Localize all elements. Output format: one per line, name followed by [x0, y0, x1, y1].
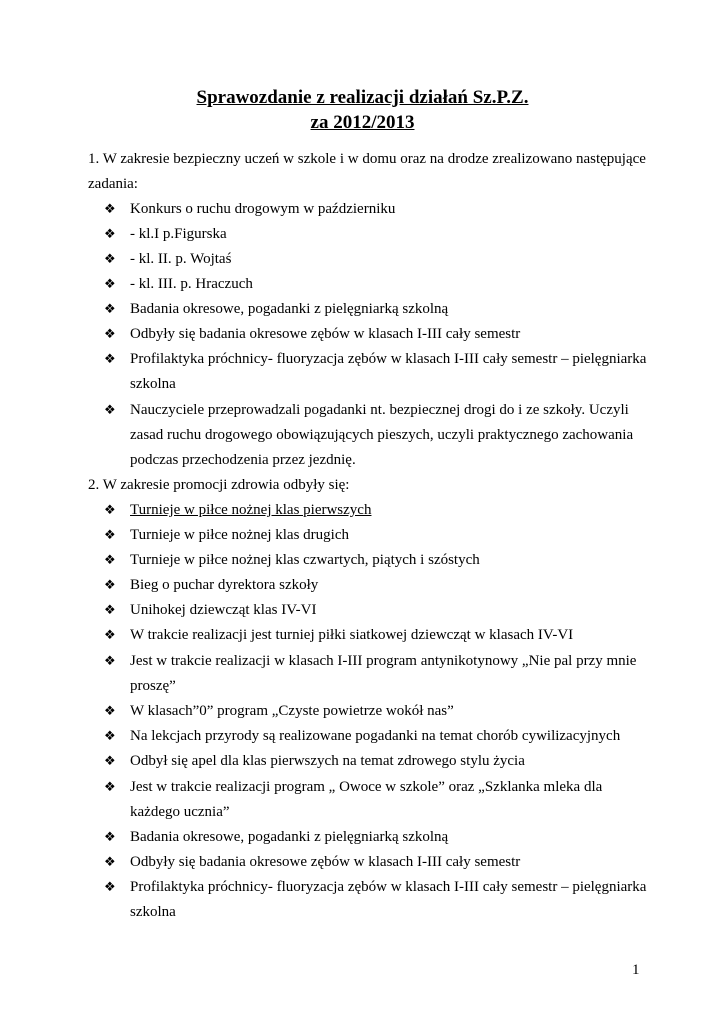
list-item: [104, 247, 664, 272]
list-item-text: Badania okresowe, pogadanki z pielęgniarką szkolną: [130, 301, 449, 317]
diamond-bullet-icon: ❖: [104, 277, 116, 292]
list-item: [104, 649, 664, 674]
diamond-bullet-icon: ❖: [104, 704, 116, 719]
list-item-continuation: [104, 674, 664, 699]
list-item-continuation: [104, 900, 664, 925]
diamond-bullet-icon: ❖: [104, 553, 116, 568]
list-item: [104, 825, 664, 850]
diamond-bullet-icon: ❖: [104, 327, 116, 342]
diamond-bullet-icon: ❖: [104, 202, 116, 217]
list-item: [104, 623, 664, 648]
list-item-text: szkolna: [130, 904, 176, 920]
section1-heading-cont: zadania:: [88, 176, 138, 192]
list-item-continuation: [104, 372, 664, 397]
list-item-text: każdego ucznia”: [130, 804, 230, 820]
list-item: [104, 498, 664, 523]
list-item-text: Konkurs o ruchu drogowym w październiku: [130, 201, 396, 217]
list-item: [104, 875, 664, 900]
diamond-bullet-icon: ❖: [104, 528, 116, 543]
list-item-text: - kl.I p.Figurska: [130, 226, 227, 242]
diamond-bullet-icon: ❖: [104, 780, 116, 795]
list-item-text: Turnieje w piłce nożnej klas czwartych, piątych i szóstych: [130, 552, 480, 568]
list-item-text: Odbyły się badania okresowe zębów w klasach I-III cały semestr: [130, 854, 521, 870]
diamond-bullet-icon: ❖: [104, 603, 116, 618]
list-item: [104, 573, 664, 598]
section1-heading: 1. W zakresie bezpieczny uczeń w szkole i w domu oraz na drodze zrealizowano następujące: [88, 151, 646, 167]
list-item-text: proszę”: [130, 678, 176, 694]
list-item-continuation: [104, 423, 664, 448]
list-item-text: - kl. III. p. Hraczuch: [130, 276, 253, 292]
list-item-text: - kl. II. p. Wojtaś: [130, 251, 232, 267]
diamond-bullet-icon: ❖: [104, 754, 116, 769]
list-item: [104, 749, 664, 774]
list-item: [104, 322, 664, 347]
list-item-text: Unihokej dziewcząt klas IV-VI: [130, 602, 317, 618]
list-item-text: Nauczyciele przeprowadzali pogadanki nt. bezpiecznej drogi do i ze szkoły. Uczyli: [130, 402, 629, 418]
list-item-text: szkolna: [130, 376, 176, 392]
list-item: [104, 699, 664, 724]
list-item-text: Profilaktyka próchnicy- fluoryzacja zębów w klasach I-III cały semestr – pielęgniarka: [130, 351, 647, 367]
diamond-bullet-icon: ❖: [104, 855, 116, 870]
list-item: [104, 850, 664, 875]
list-item-text: W trakcie realizacji jest turniej piłki siatkowej dziewcząt w klasach IV-VI: [130, 627, 574, 643]
list-item-text: Na lekcjach przyrody są realizowane pogadanki na temat chorób cywilizacyjnych: [130, 728, 621, 744]
list-item-text: Odbyły się badania okresowe zębów w klasach I-III cały semestr: [130, 326, 521, 342]
list-item-text: Bieg o puchar dyrektora szkoły: [130, 577, 319, 593]
list-item: [104, 347, 664, 372]
list-item: [104, 523, 664, 548]
diamond-bullet-icon: ❖: [104, 628, 116, 643]
diamond-bullet-icon: ❖: [104, 830, 116, 845]
diamond-bullet-icon: ❖: [104, 252, 116, 267]
diamond-bullet-icon: ❖: [104, 654, 116, 669]
diamond-bullet-icon: ❖: [104, 578, 116, 593]
list-item-continuation: [104, 448, 664, 473]
list-item-text: Badania okresowe, pogadanki z pielęgniarką szkolną: [130, 829, 449, 845]
section2-heading: 2. W zakresie promocji zdrowia odbyły się:: [88, 477, 350, 493]
diamond-bullet-icon: ❖: [104, 352, 116, 367]
diamond-bullet-icon: ❖: [104, 729, 116, 744]
list-item: [104, 272, 664, 297]
list-item-text: W klasach”0” program „Czyste powietrze wokół nas”: [130, 703, 454, 719]
list-item-continuation: [104, 800, 664, 825]
list-item: [104, 598, 664, 623]
list-item-text: Profilaktyka próchnicy- fluoryzacja zębów w klasach I-III cały semestr – pielęgniarka: [130, 879, 647, 895]
list-item-text: Jest w trakcie realizacji w klasach I-III program antynikotynowy „Nie pal przy mnie: [130, 653, 637, 669]
diamond-bullet-icon: ❖: [104, 503, 116, 518]
list-item-text: podczas przechodzenia przez jezdnię.: [130, 452, 356, 468]
list-item-text: zasad ruchu drogowego obowiązujących pieszych, uczyli praktycznego zachowania: [130, 427, 634, 443]
list-item-text: Jest w trakcie realizacji program „ Owoce w szkole” oraz „Szklanka mleka dla: [130, 779, 603, 795]
diamond-bullet-icon: ❖: [104, 227, 116, 242]
page-number: 1: [632, 962, 640, 978]
list-item: [104, 398, 664, 423]
document-title: Sprawozdanie z realizacji działań Sz.P.Z.: [196, 87, 529, 108]
list-item-text: Turnieje w piłce nożnej klas drugich: [130, 527, 349, 543]
list-item-text: Odbył się apel dla klas pierwszych na temat zdrowego stylu życia: [130, 753, 525, 769]
document-subtitle-year: za 2012/2013: [310, 112, 415, 133]
list-item: [104, 775, 664, 800]
list-item: [104, 724, 664, 749]
diamond-bullet-icon: ❖: [104, 302, 116, 317]
list-item-text: Turnieje w piłce nożnej klas pierwszych: [130, 502, 372, 518]
list-item: [104, 297, 664, 322]
diamond-bullet-icon: ❖: [104, 880, 116, 895]
list-item: [104, 548, 664, 573]
list-item: [104, 222, 664, 247]
list-item: [104, 197, 664, 222]
diamond-bullet-icon: ❖: [104, 403, 116, 418]
